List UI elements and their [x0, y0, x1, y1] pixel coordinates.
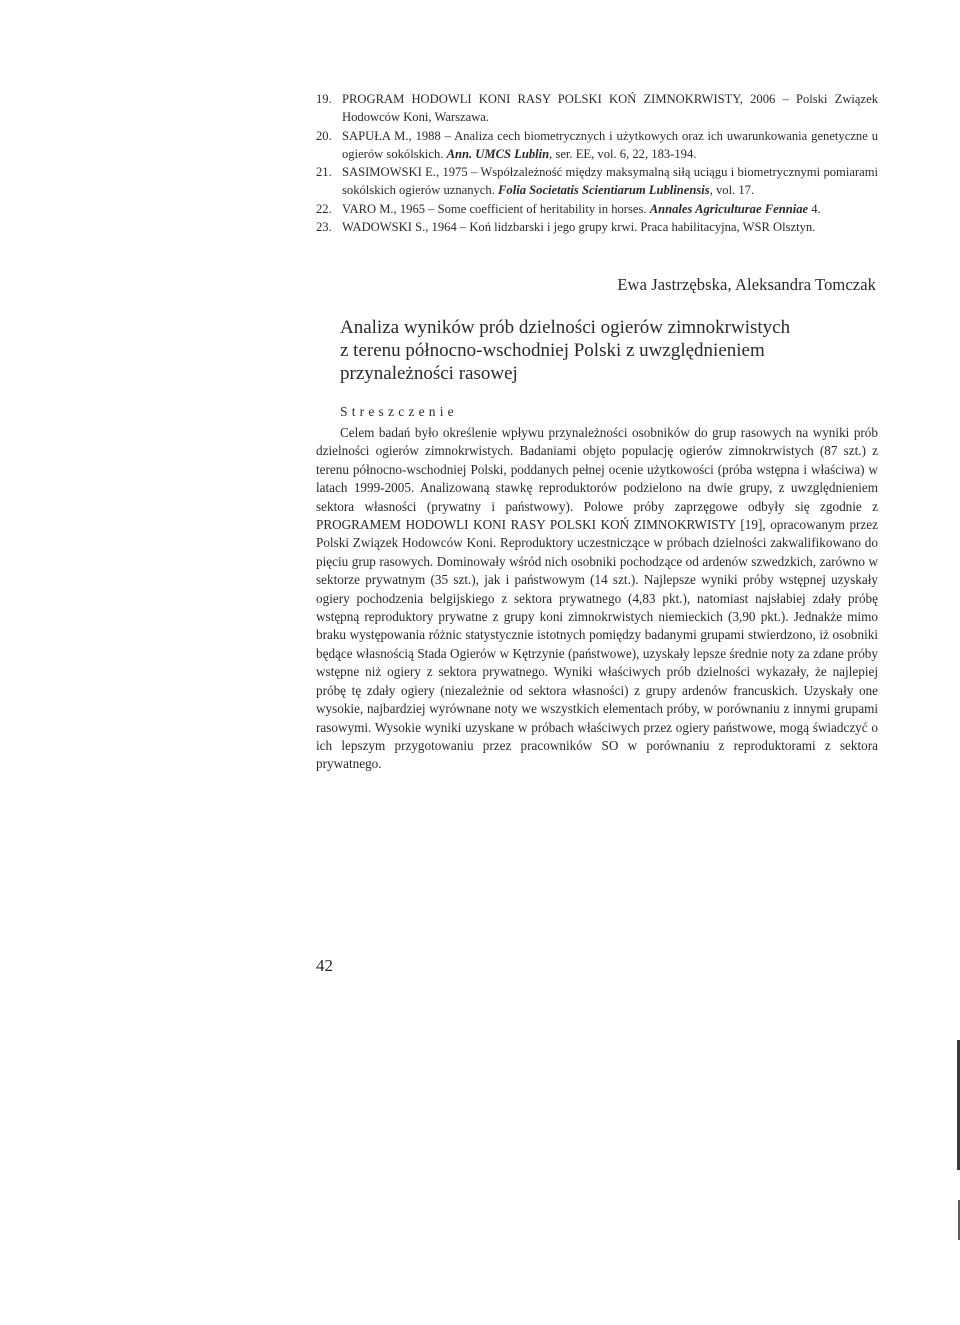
title-line: Analiza wyników prób dzielności ogierów zimnokrwistych — [340, 317, 791, 338]
article-title — [340, 316, 860, 385]
title-line: z terenu północno-wschodniej Polski z uwzględnieniem — [340, 340, 765, 361]
article-authors: Ewa Jastrzębska, Aleksandra Tomczak — [617, 275, 876, 294]
journal-title: Ann. UMCS Lublin — [446, 146, 550, 161]
abstract-heading: Streszczenie — [340, 404, 458, 419]
reference-number: 22. — [316, 201, 332, 216]
reference-item: 20. SAPUŁA M., 1988 – Analiza cech biometrycznych i użytkowych oraz ich uwarunkowania genetyczne u ogierów sokólskich. Ann. UMCS Lublin, ser. EE, vol. 6, 22, 183-194. — [316, 128, 878, 161]
reference-number: 21. — [316, 165, 332, 180]
reference-item: 19. PROGRAM HODOWLI KONI RASY POLSKI KOŃ ZIMNOKRWISTY, 2006 – Polski Związek Hodowców Koni, Warszawa. — [316, 92, 878, 125]
reference-number: 19. — [316, 92, 332, 106]
reference-item: 23. WADOWSKI S., 1964 – Koń lidzbarski i jego grupy krwi. Praca habilitacyjna, WSR Olsztyn. — [316, 218, 878, 236]
reference-list — [316, 90, 878, 236]
journal-title: Folia Societatis Scientiarum Lublinensis — [498, 183, 710, 198]
page-number: 42 — [316, 956, 333, 975]
reference-item: 21. SASIMOWSKI E., 1975 – Współzależność między maksymalną siłą uciągu i biometrycznymi pomiarami sokólskich ogierów uznanych. Folia Societatis Scientiarum Lublinensis, vol. 17. — [316, 165, 878, 198]
journal-title: Annales Agriculturae Fenniae — [649, 201, 809, 216]
abstract-body: Celem badań było określenie wpływu przynależności osobników do grup rasowych na wyniki prób dzielności ogierów zimnokrwistych. Badaniami objęto populację ogierów zimnokrwistych (87 szt.) z terenu północno-wschodniej Polski, poddanych pełnej ocenie użytkowości (próba wstępna i właściwa) w latach 1999-2005. Analizowaną stawkę reproduktorów podzielono na dwie grupy, z uwzględnieniem sektora własności (prywatny i państwowy). Polowe próby zaprzęgowe odbyły się zgodnie z PROGRAMEM HODOWLI KONI RASY POLSKI KOŃ ZIMNOKRWISTY [19], opracowanym przez Polski Związek Hodowców Koni. Reproduktory uczestniczące w próbach dzielności zakwalifikowano do pięciu grup rasowych. Dominowały wśród nich osobniki pochodzące od ardenów szwedzkich, zarówno w sektorze prywatnym (35 szt.), jak i państwowym (14 szt.). Najlepsze wyniki próby wstępnej uzyskały ogiery pochodzenia belgijskiego z sektora prywatnego (4,83 pkt.), natomiast najsłabiej zdały próbę wstępną reproduktory prywatne z grupy koni zimnokrwistych niemieckich (3,90 pkt.). Jednakże mimo braku występowania różnic statystycznie istotnych pomiędzy badanymi grupami stwierdzono, iż osobniki będące własnością Stada Ogierów w Kętrzynie (państwowe), uzyskały lepsze średnie noty za zdane próby wstępne niż ogiery z sektora prywatnego. Wyniki właściwych prób dzielności wykazały, że najlepiej próbę tę zdały ogiery (niezależnie od sektora własności) z grupy ardenów francuskich. Uzyskały one wysokie, najbardziej wyrównane noty we wszystkich elementach próby, w porównaniu z innymi grupami rasowymi. Wysokie wyniki uzyskane w próbach właściwych przez ogiery państwowe, mogą świadczyć o ich lepszym przygotowaniu przez pracowników SO w porównaniu z reproduktorami z sektora prywatnego. — [316, 425, 878, 772]
title-line: przynależności rasowej — [340, 363, 518, 384]
reference-number: 23. — [316, 220, 332, 235]
reference-item: 22. VARO M., 1965 – Some coefficient of heritability in horses. Annales Agriculturae Fenniae 4. — [316, 200, 878, 218]
reference-number: 20. — [316, 128, 332, 143]
